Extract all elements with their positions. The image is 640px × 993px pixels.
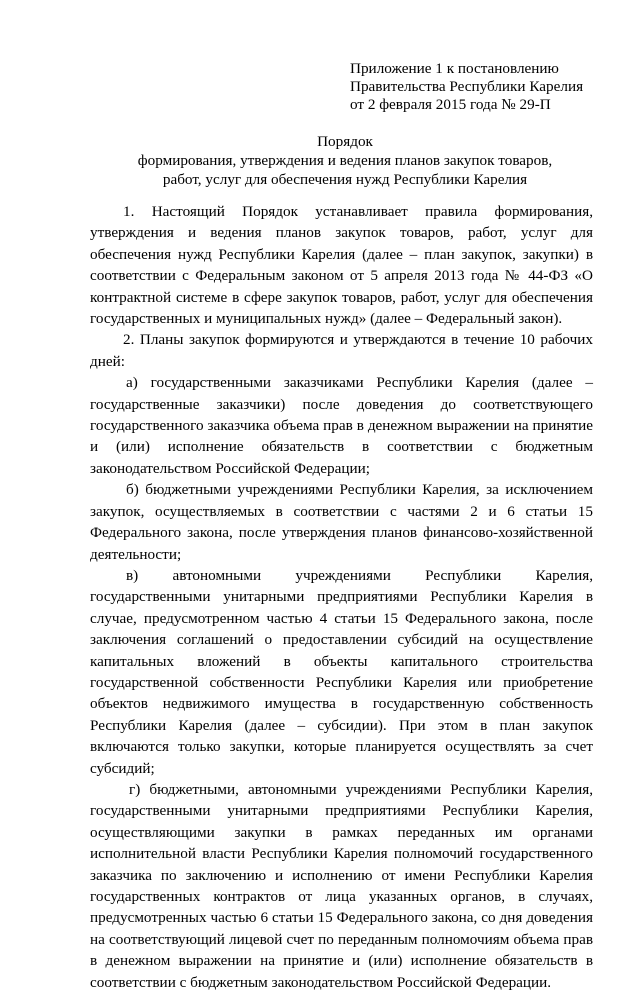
appendix-line-1: Приложение 1 к постановлению xyxy=(350,60,559,77)
appendix-header xyxy=(350,60,620,114)
paragraph-2v: в) автономными учреждениями Республики Карелия, государственными унитарными предприятиями Республики Карелия в случае, предусмотренном частью 4 статьи 15 Федерального закона, после заключения соглашений о предоставлении субсидий на осуществление капитальных вложений в объекты капитального строительства государственной собственности Республики Карелия или приобретение объектов недвижимого имущества в государственную собственность Республики Карелия (далее – субсидии). При этом в план закупок включаются только закупки, которые планируется осуществлять за счет субсидий; xyxy=(90,566,593,777)
appendix-line-3: от 2 февраля 2015 года № 29-П xyxy=(350,96,551,113)
appendix-line-2: Правительства Республики Карелия xyxy=(350,78,584,95)
paragraph-2a: а) государственными заказчиками Республики Карелия (далее – государственные заказчики) после доведения до соответствующего государственного заказчика объема прав в денежном выражении на принятие и (или) исполнение обязательств в соответствии с бюджетным законодательством Российской Федерации; xyxy=(90,374,593,477)
title-line-1: Порядок xyxy=(317,133,373,150)
paragraph-2: 2. Планы закупок формируются и утверждаются в течение 10 рабочих дней: xyxy=(90,331,593,370)
title-line-3: работ, услуг для обеспечения нужд Республики Карелия xyxy=(162,171,528,188)
paragraph-2g: г) бюджетными, автономными учреждениями Республики Карелия, государственными унитарными предприятиями Республики Карелия, осуществляющими закупки в рамках переданных им органами исполнительной власти Республики Карелия полномочий государственного заказчика по заключению и исполнению от имени Республики Карелия государственных контрактов от лица указанных органов, в случаях, предусмотренных частью 6 статьи 15 Федерального закона, со дня доведения на соответствующий лицевой счет по переданным полномочиям объема прав в денежном выражении на принятие и (или) исполнение обязательств в соответствии с бюджетным законодательством Российской Федерации. xyxy=(90,780,593,991)
paragraph-1: 1. Настоящий Порядок устанавливает правила формирования, утверждения и ведения планов закупок товаров, работ, услуг для обеспечения нужд Республики Карелия (далее – план закупок, закупки) в соответствии с Федеральным законом от 5 апреля 2013 года № 44-ФЗ «О контрактной системе в сфере закупок товаров, работ, услуг для обеспечения государственных и муниципальных нужд» (далее – Федеральный закон). xyxy=(90,203,593,328)
document-title xyxy=(80,132,610,189)
document-body xyxy=(90,201,593,993)
title-line-2: формирования, утверждения и ведения планов закупок товаров, xyxy=(137,152,553,169)
paragraph-2b: б) бюджетными учреждениями Республики Карелия, за исключением закупок, осуществляемых в соответствии с частями 2 и 6 статьи 15 Федерального закона, после утверждения планов финансово-хозяйственной деятельности; xyxy=(90,481,593,563)
